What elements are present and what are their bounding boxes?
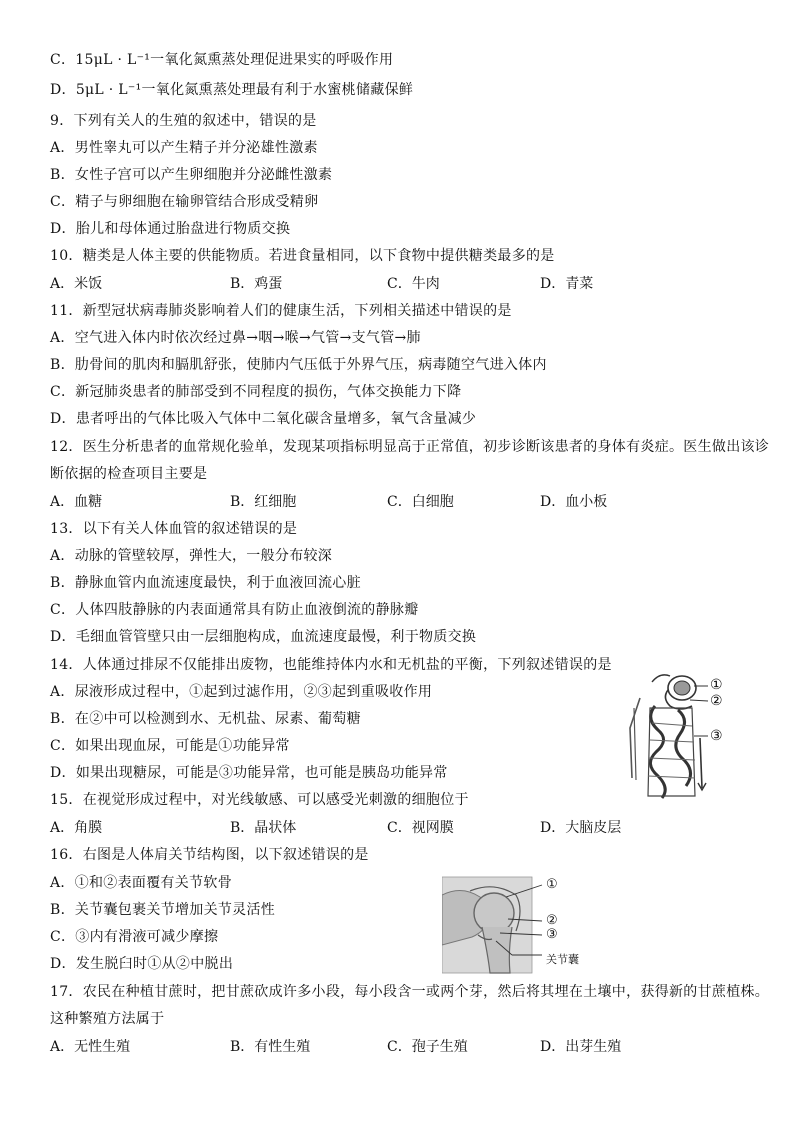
- shoulder-label-3: ③: [546, 927, 558, 942]
- q15-stem: 15．在视觉形成过程中，对光线敏感、可以感受光刺激的细胞位于: [50, 792, 469, 808]
- shoulder-label-1: ①: [546, 877, 558, 892]
- q15-options: [50, 819, 750, 837]
- q9-option-c: C．精子与卵细胞在输卵管结合形成受精卵: [50, 194, 319, 210]
- q11-option-a: A．空气进入体内时依次经过鼻→咽→喉→气管→支气管→肺: [50, 330, 421, 346]
- q17-stem-line2: 这种繁殖方法属于: [50, 1011, 165, 1027]
- nephron-label-1: ①: [710, 677, 723, 693]
- q12-option-c: C．白细胞: [387, 494, 454, 510]
- q14-option-b: B．在②中可以检测到水、无机盐、尿素、葡萄糖: [50, 711, 361, 727]
- nephron-label-2: ②: [710, 693, 723, 709]
- q16-option-a: A．①和②表面覆有关节软骨: [50, 875, 233, 891]
- q11-option-b: B．肋骨间的肌肉和膈肌舒张，使肺内气压低于外界气压，病毒随空气进入体内: [50, 357, 547, 373]
- q12-option-d: D．血小板: [540, 494, 608, 510]
- q16-stem: 16．右图是人体肩关节结构图，以下叙述错误的是: [50, 847, 369, 863]
- q10-option-c: C．牛肉: [387, 276, 440, 292]
- q16-option-b: B．关节囊包裹关节增加关节灵活性: [50, 902, 276, 918]
- q14-stem: 14．人体通过排尿不仅能排出废物，也能维持体内水和无机盐的平衡，下列叙述错误的是: [50, 657, 612, 673]
- q17-option-a: A．无性生殖: [50, 1039, 131, 1055]
- q10-option-a: A．米饭: [50, 276, 103, 292]
- q15-option-a: A．角膜: [50, 820, 103, 836]
- q10-option-d: D．青菜: [540, 276, 594, 292]
- q13-option-d: D．毛细血管管壁只由一层细胞构成，血流速度最慢，利于物质交换: [50, 629, 477, 645]
- q10-option-b: B．鸡蛋: [230, 276, 283, 292]
- q17-option-c: C．孢子生殖: [387, 1039, 468, 1055]
- q12-stem-line1: 12．医生分析患者的血常规化验单，发现某项指标明显高于正常值，初步诊断该患者的身体有炎症。医生做出该诊: [50, 439, 770, 455]
- shoulder-joint-diagram: [442, 875, 622, 975]
- q13-option-b: B．静脉血管内血流速度最快，利于血液回流心脏: [50, 575, 361, 591]
- q17-options: [50, 1038, 750, 1056]
- q11-stem: 11．新型冠状病毒肺炎影响着人们的健康生活，下列相关描述中错误的是: [50, 303, 512, 319]
- q12-option-a: A．血糖: [50, 494, 103, 510]
- q9-stem: 9．下列有关人的生殖的叙述中，错误的是: [50, 113, 317, 129]
- nephron-figure: [600, 668, 740, 803]
- q14-option-c: C．如果出现血尿，可能是①功能异常: [50, 738, 290, 754]
- q9-option-b: B．女性子宫可以产生卵细胞并分泌雌性激素: [50, 167, 333, 183]
- q10-options: [50, 275, 750, 293]
- nephron-label-3: ③: [710, 728, 723, 744]
- q9-option-a: A．男性睾丸可以产生精子并分泌雄性激素: [50, 140, 318, 156]
- q14-option-a: A．尿液形成过程中，①起到过滤作用，②③起到重吸收作用: [50, 684, 433, 700]
- q16-option-d: D．发生脱臼时①从②中脱出: [50, 956, 234, 972]
- q12-option-b: B．红细胞: [230, 494, 297, 510]
- q13-option-c: C．人体四肢静脉的内表面通常具有防止血液倒流的静脉瓣: [50, 602, 419, 618]
- shoulder-joint-figure: [442, 875, 622, 975]
- q17-option-b: B．有性生殖: [230, 1039, 311, 1055]
- q15-option-d: D．大脑皮层: [540, 820, 622, 836]
- q11-option-d: D．患者呼出的气体比吸入气体中二氧化碳含量增多，氧气含量减少: [50, 411, 477, 427]
- q13-option-a: A．动脉的管壁较厚，弹性大，一般分布较深: [50, 548, 333, 564]
- q9-option-d: D．胎儿和母体通过胎盘进行物质交换: [50, 221, 291, 237]
- shoulder-label-capsule: 关节囊: [546, 953, 579, 966]
- q15-option-b: B．晶状体: [230, 820, 297, 836]
- q17-stem-line1: 17．农民在种植甘蔗时，把甘蔗砍成许多小段，每小段含一或两个芽，然后将其埋在土壤中，获得新的甘蔗植株。: [50, 984, 770, 1000]
- q10-stem: 10．糖类是人体主要的供能物质。若进食量相同，以下食物中提供糖类最多的是: [50, 248, 555, 264]
- q12-options: [50, 493, 750, 511]
- q14-option-d: D．如果出现糖尿，可能是③功能异常，也可能是胰岛功能异常: [50, 765, 448, 781]
- q11-option-c: C．新冠肺炎患者的肺部受到不同程度的损伤，气体交换能力下降: [50, 384, 462, 400]
- q8-option-c: C．15μL · L⁻¹一氧化氮熏蒸处理促进果实的呼吸作用: [50, 52, 394, 68]
- q13-stem: 13．以下有关人体血管的叙述错误的是: [50, 521, 298, 537]
- q17-option-d: D．出芽生殖: [540, 1039, 622, 1055]
- shoulder-label-2: ②: [546, 913, 558, 928]
- q15-option-c: C．视网膜: [387, 820, 454, 836]
- q16-option-c: C．③内有滑液可减少摩擦: [50, 929, 219, 945]
- q8-option-d: D．5μL · L⁻¹一氧化氮熏蒸处理最有利于水蜜桃储藏保鲜: [50, 82, 414, 98]
- q12-stem-line2: 断依据的检查项目主要是: [50, 466, 208, 482]
